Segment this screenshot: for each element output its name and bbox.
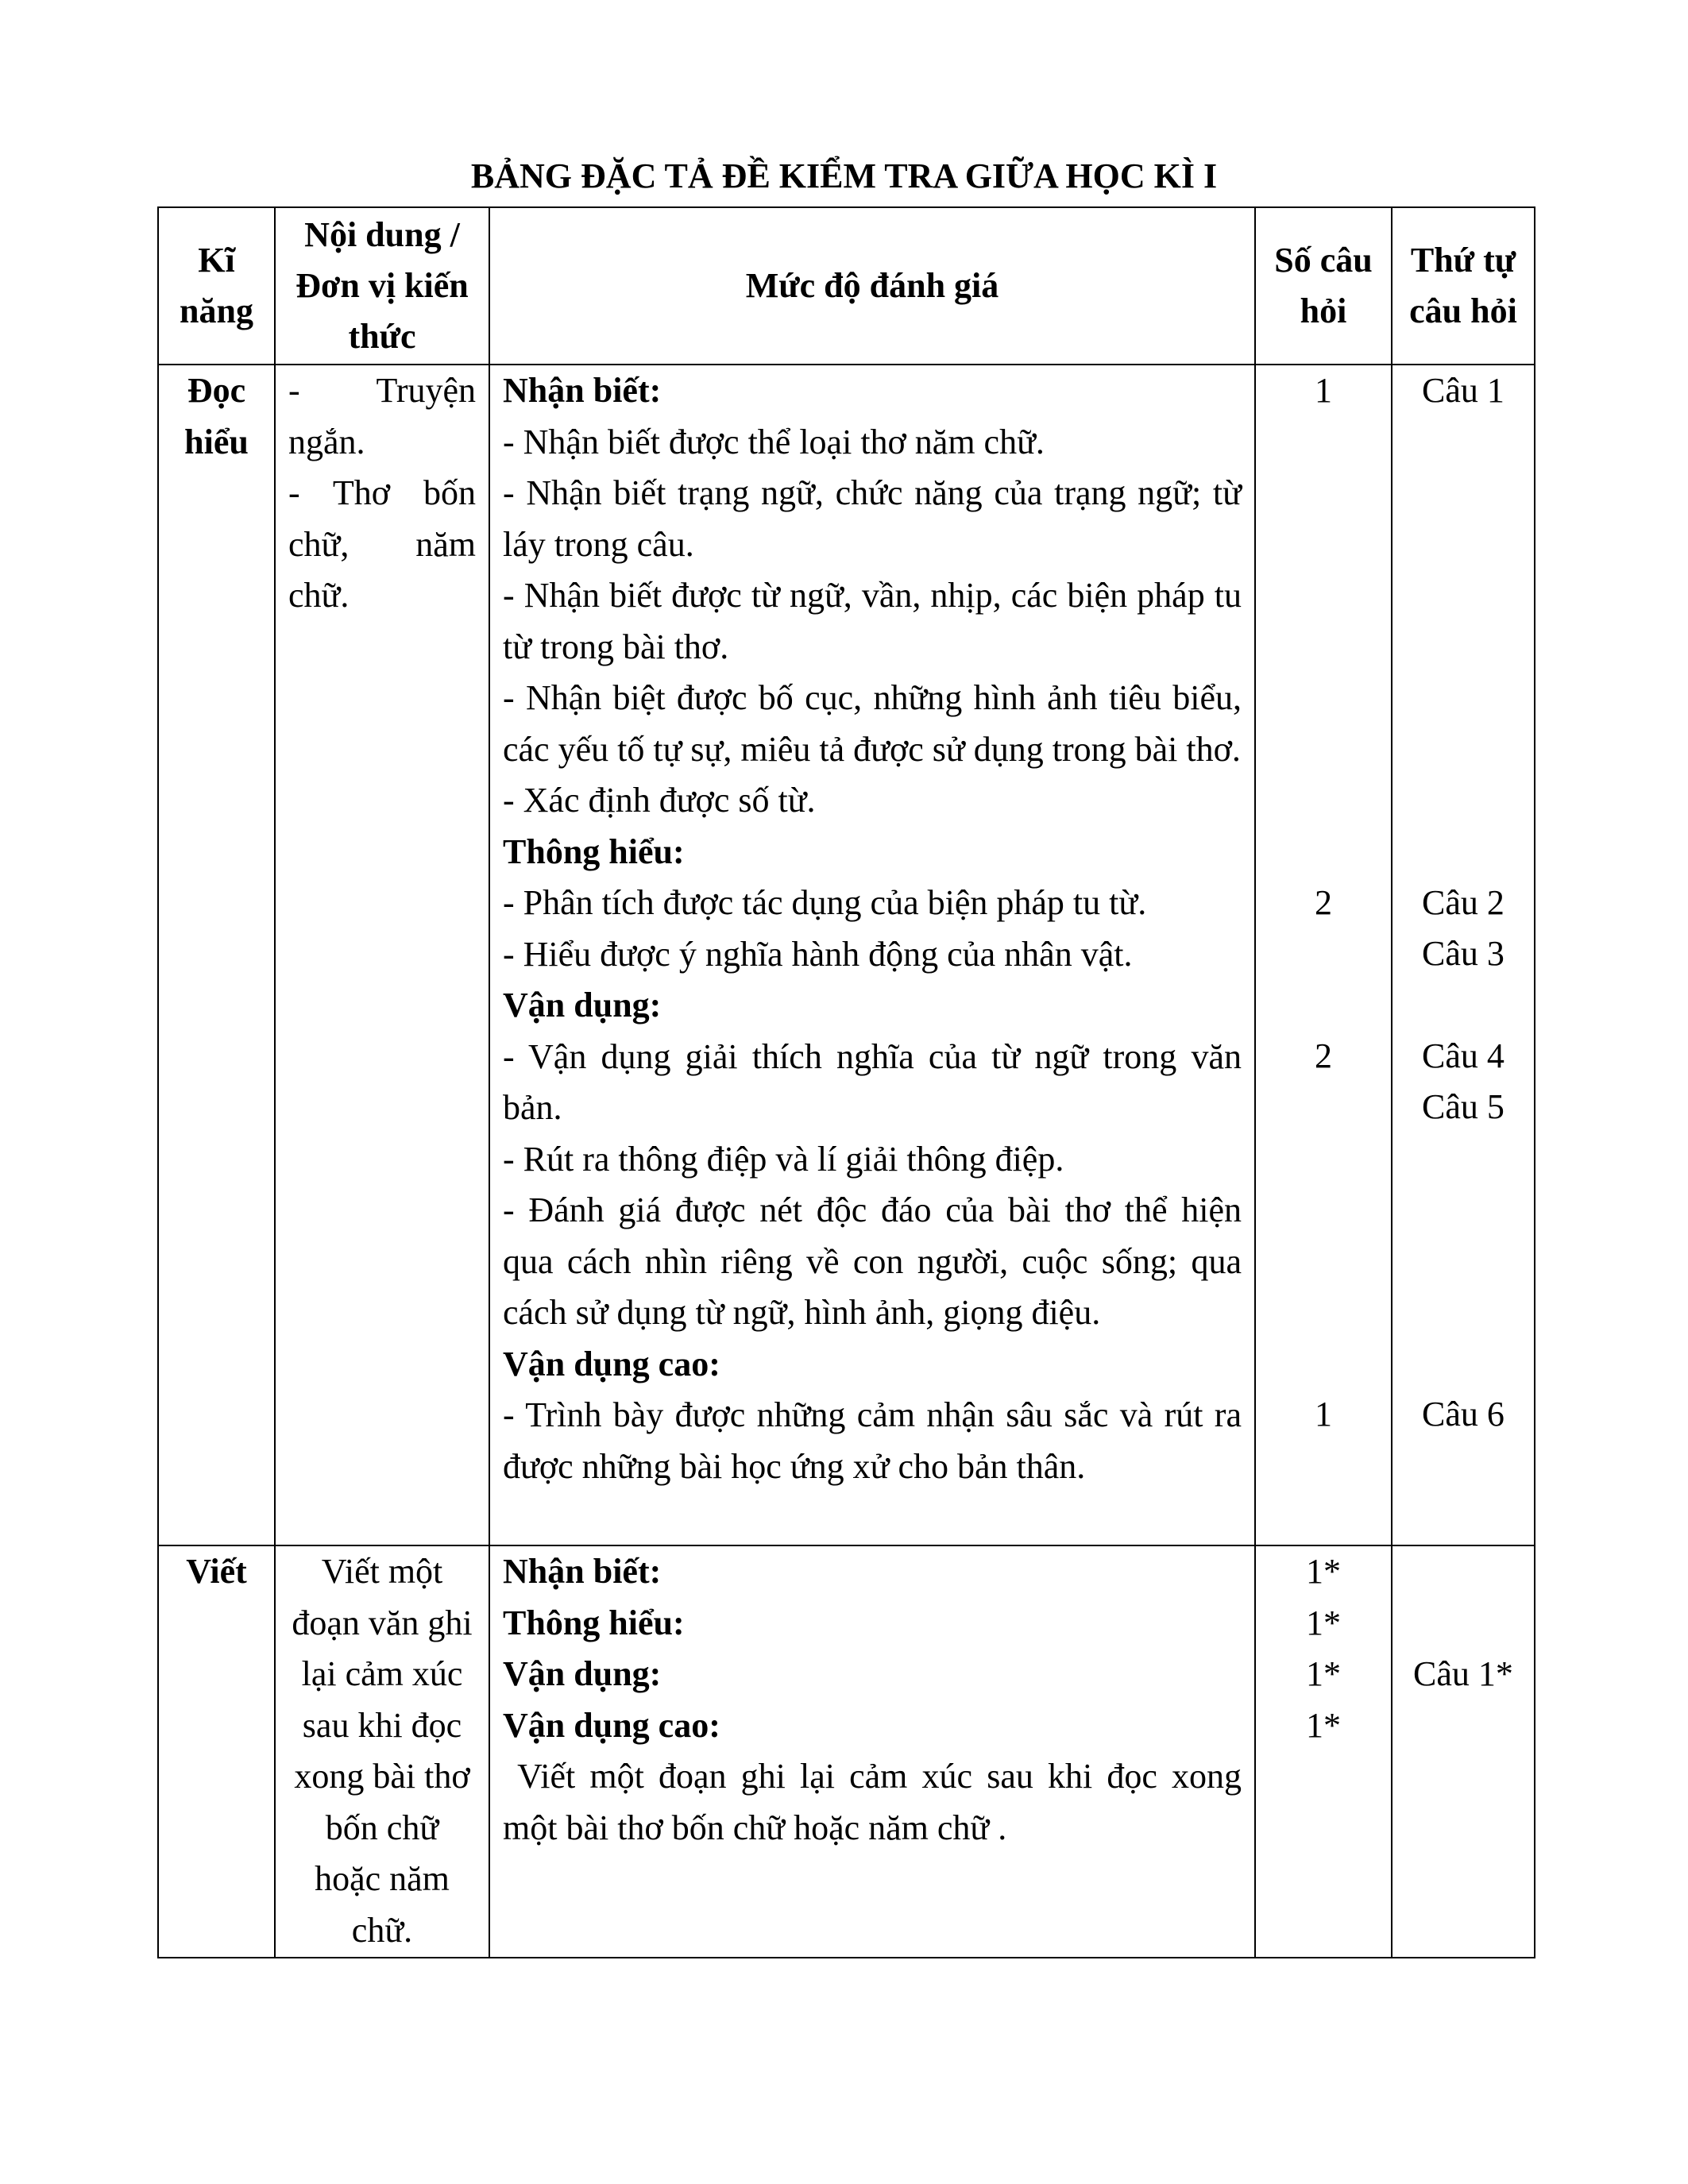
- order-value: Câu 2: [1422, 882, 1505, 922]
- count-value: 1*: [1306, 1705, 1341, 1745]
- criterion-item: - Trình bày được những cảm nhận sâu sắc và rút ra được những bài học ứng xử cho bản thân.: [503, 1395, 1242, 1486]
- writing-task: Viết một đoạn ghi lại cảm xúc sau khi đọc xong một bài thơ bốn chữ hoặc năm chữ .: [503, 1757, 1251, 1847]
- count-value: 2: [1315, 882, 1332, 922]
- count-value: 1*: [1306, 1603, 1341, 1642]
- page-title: BẢNG ĐẶC TẢ ĐỀ KIỂM TRA GIỮA HỌC KÌ I: [470, 156, 1218, 195]
- order-reading: [1392, 365, 1535, 1545]
- order-value: Câu 3: [1422, 934, 1505, 973]
- header-order: Thứ tự câu hỏi: [1392, 207, 1535, 365]
- count-value: 1: [1315, 1394, 1332, 1433]
- level-writing: [489, 1545, 1255, 1958]
- skill-writing: Viết: [158, 1545, 275, 1958]
- level-heading-nhan-biet: Nhận biết:: [503, 1552, 662, 1591]
- criterion-item: - Đánh giá được nét độc đáo của bài thơ thể hiện qua cách nhìn riêng về con người, cuộc sống; qua cách sử dụng từ ngữ, hình ảnh, giọng điệu.: [503, 1190, 1242, 1332]
- order-value: Câu 4: [1422, 1036, 1505, 1075]
- count-value: 2: [1315, 1036, 1332, 1075]
- level-heading-thong-hieu: Thông hiểu:: [503, 832, 685, 871]
- count-reading: [1255, 365, 1392, 1545]
- order-writing: [1392, 1545, 1535, 1958]
- order-value: Câu 1*: [1413, 1654, 1513, 1693]
- criterion-item: - Nhận biết được từ ngữ, vần, nhịp, các biện pháp tu từ trong bài thơ.: [503, 576, 1242, 666]
- level-heading-nhan-biet: Nhận biết:: [503, 371, 662, 410]
- criterion-item: - Nhận biết được thể loại thơ năm chữ.: [503, 422, 1045, 461]
- count-writing: [1255, 1545, 1392, 1958]
- order-value: Câu 1: [1422, 371, 1505, 410]
- level-heading-van-dung-cao: Vận dụng cao:: [503, 1344, 720, 1383]
- level-heading-thong-hieu: Thông hiểu:: [503, 1603, 685, 1642]
- criterion-item: - Nhận biệt được bố cục, những hình ảnh tiêu biểu, các yếu tố tự sự, miêu tả được sử dụng trong bài thơ.: [503, 678, 1242, 769]
- criterion-item: - Xác định được số từ.: [503, 781, 816, 820]
- count-value: 1*: [1306, 1654, 1341, 1693]
- criterion-item: - Vận dụng giải thích nghĩa của từ ngữ trong văn bản.: [503, 1036, 1242, 1127]
- header-level: Mức độ đánh giá: [489, 207, 1255, 365]
- header-skill: Kĩ năng: [158, 207, 275, 365]
- criterion-item: - Hiểu được ý nghĩa hành động của nhân vật.: [503, 934, 1133, 974]
- header-row: [158, 207, 1535, 365]
- criterion-item: - Phân tích được tác dụng của biện pháp tu từ.: [503, 883, 1147, 922]
- criterion-item: - Rút ra thông điệp và lí giải thông điệp.: [503, 1139, 1064, 1179]
- criterion-item: - Nhận biết trạng ngữ, chức năng của trạng ngữ; từ láy trong câu.: [503, 473, 1242, 564]
- spec-table: [157, 206, 1535, 1958]
- content-reading: [275, 365, 489, 1545]
- header-count: Số câu hỏi: [1255, 207, 1392, 365]
- level-heading-van-dung: Vận dụng:: [503, 986, 662, 1024]
- header-content: Nội dung / Đơn vị kiến thức: [275, 207, 489, 365]
- table-row-writing: [158, 1545, 1535, 1958]
- order-value: Câu 5: [1422, 1087, 1505, 1126]
- level-heading-van-dung: Vận dụng:: [503, 1654, 662, 1693]
- content-item: - Truyện ngắn.: [288, 371, 476, 461]
- level-reading: [489, 365, 1255, 1545]
- content-writing: Viết một đoạn văn ghi lại cảm xúc sau khi đọc xong bài thơ bốn chữ hoặc năm chữ.: [275, 1545, 489, 1958]
- count-value: 1: [1315, 371, 1332, 410]
- content-item: - Thơ bốn chữ, năm chữ.: [288, 473, 476, 615]
- level-heading-van-dung-cao: Vận dụng cao:: [503, 1705, 720, 1745]
- skill-reading: Đọc hiểu: [158, 365, 275, 1545]
- order-value: Câu 6: [1422, 1394, 1505, 1433]
- table-row-reading: [158, 365, 1535, 1545]
- count-value: 1*: [1306, 1552, 1341, 1591]
